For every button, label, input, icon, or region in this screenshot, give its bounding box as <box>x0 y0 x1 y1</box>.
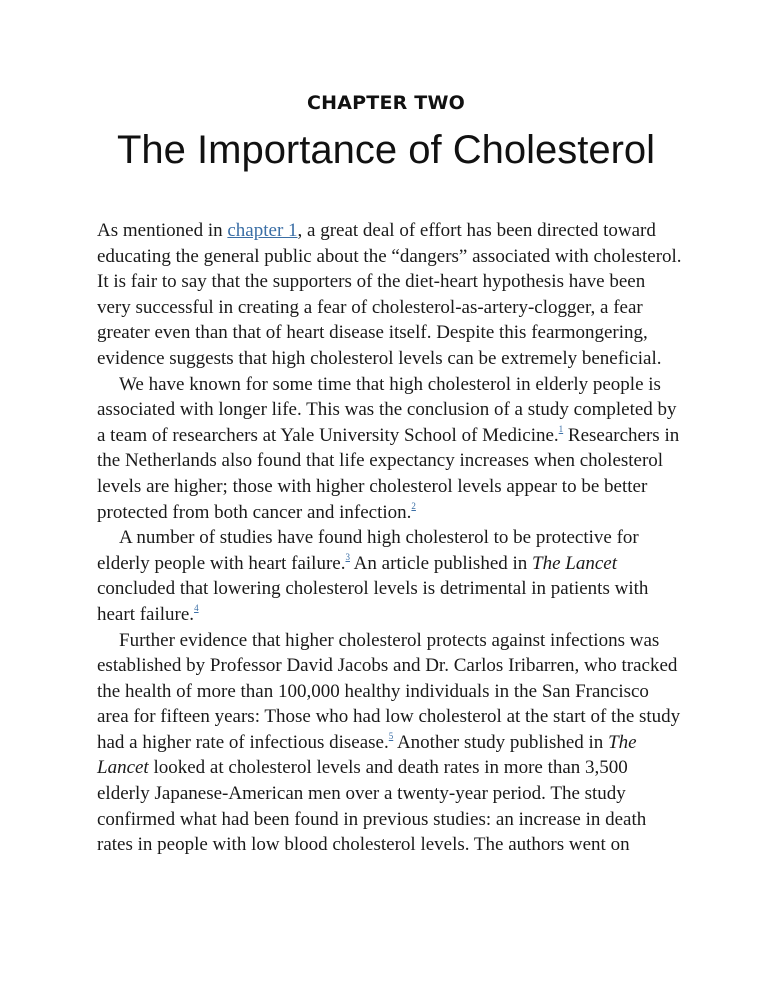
chapter-body <box>97 218 683 858</box>
journal-title: The Lancet <box>532 552 618 574</box>
paragraph-4 <box>97 628 683 858</box>
footnote-4-link[interactable]: 4 <box>194 602 199 613</box>
paragraph-2-text-a: We have known for some time that high cholesterol in elderly people is associated with longer life. This was the conclusion of a study completed by a team of researchers at Yale University School of Medicine. <box>97 373 677 446</box>
footnote-3-link[interactable]: 3 <box>345 551 350 562</box>
paragraph-1-text-a: As mentioned in <box>97 220 228 241</box>
chapter-title: The Importance of Cholesterol <box>116 128 656 172</box>
chapter-1-link[interactable]: chapter 1 <box>227 220 298 241</box>
paragraph-3-text-b: An article published in <box>349 552 533 574</box>
paragraph-2 <box>97 372 683 526</box>
paragraph-4-text-a: Further evidence that higher cholesterol protects against infections was established by Professor David Jacobs and Dr. Carlos Iribarren, who tracked the health of more than 100,000 healthy individuals in the San Francisco area for fifteen years: Those who had low cholesterol at the start of the study had a higher rate of infectious disease. <box>97 629 681 753</box>
paragraph-3-text-a: A number of studies have found high cholesterol to be protective for elderly people with heart failure. <box>97 527 639 574</box>
paragraph-4-text-b: Another study published in <box>393 731 609 753</box>
paragraph-4-text-c: looked at cholesterol levels and death rates in more than 3,500 elderly Japanese-American men over a twenty-year period. The study confirmed what had been found in previous studies: an increase in death rates in people with low blood cholesterol levels. The authors went on <box>97 757 647 856</box>
footnote-1-link[interactable]: 1 <box>558 423 564 434</box>
chapter-label: CHAPTER TWO <box>307 92 465 114</box>
footnote-2-link[interactable]: 2 <box>411 500 416 511</box>
paragraph-1 <box>97 218 683 372</box>
paragraph-3-text-c: concluded that lowering cholesterol levels is detrimental in patients with heart failure. <box>97 578 649 625</box>
paragraph-3 <box>97 525 683 627</box>
paragraph-1-text-b: , a great deal of effort has been directed toward educating the general public about the “dangers” associated with cholesterol. It is fair to say that the supporters of the diet-heart hypothesis have been very successful in creating a fear of cholesterol-as-artery-clogger, a fear greater even than that of heart disease itself. Despite this fearmongering, evidence suggests that high cholesterol levels can be extremely beneficial. <box>97 220 682 369</box>
journal-title: The Lancet <box>97 731 637 779</box>
paragraph-2-text-b: Researchers in the Netherlands also found that life expectancy increases when cholesterol levels are higher; those with higher cholesterol levels appear to be better protected from both cancer and infection. <box>97 424 680 523</box>
footnote-5-link[interactable]: 5 <box>388 730 394 741</box>
